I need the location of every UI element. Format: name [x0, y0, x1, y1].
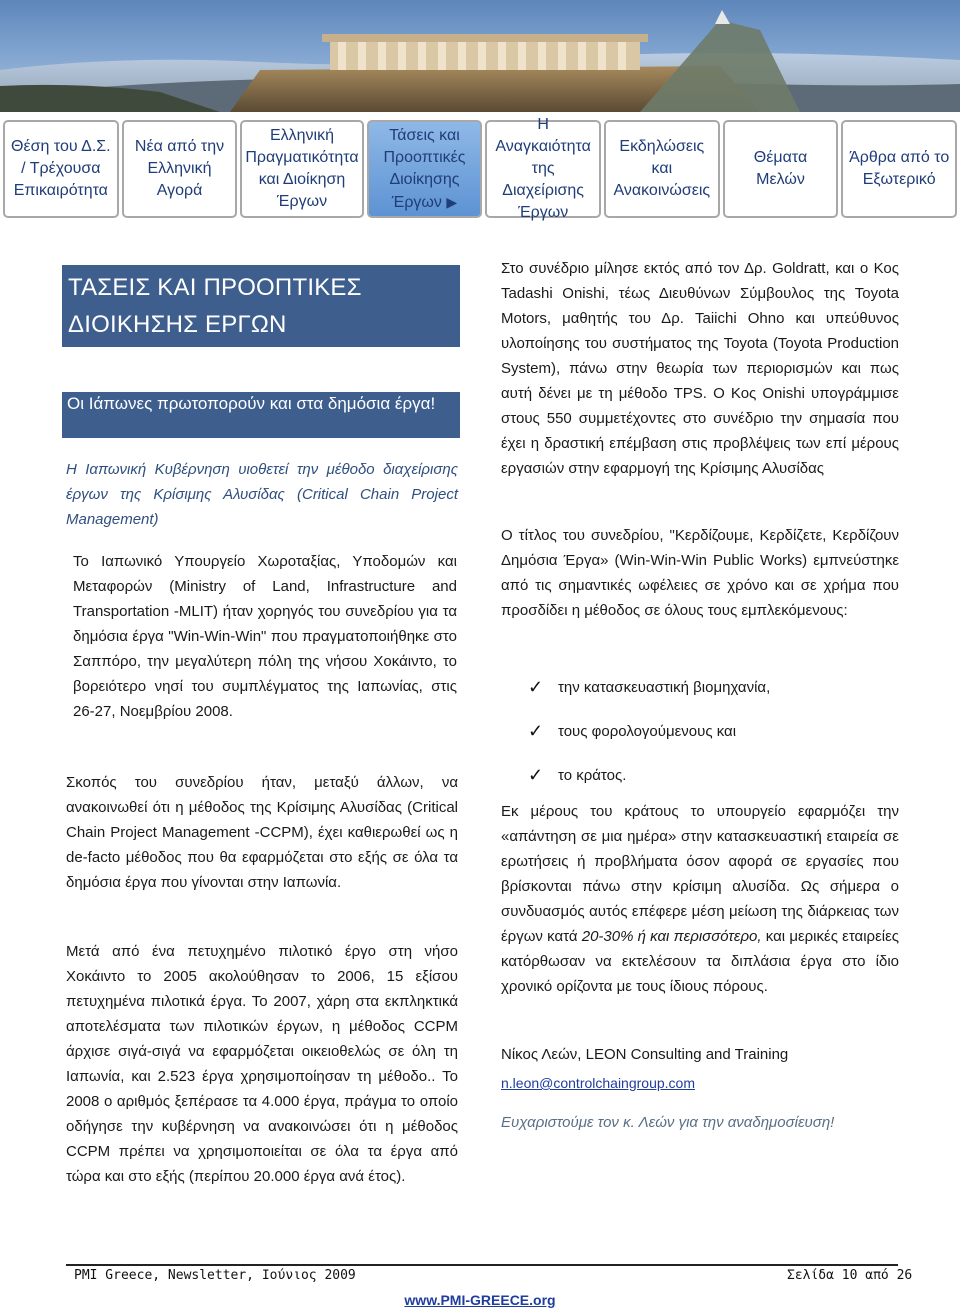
nav-item-necessity[interactable] — [485, 116, 601, 221]
nav-item-articles-abroad[interactable] — [841, 120, 957, 218]
nav-item-label: Εκδηλώσεις και Ανακοινώσεις — [613, 138, 711, 199]
footer-newsletter-label: PMI Greece, Newsletter, Ιούνιος 2009 — [74, 1268, 356, 1283]
article-subtitle-box — [62, 392, 460, 438]
nav-item-greek-reality[interactable] — [240, 120, 363, 218]
list-item-label: την κατασκευαστική βιομηχανία, — [558, 678, 771, 696]
footer-website-link[interactable]: www.PMI-GREECE.org — [404, 1292, 556, 1308]
nav-item-label: Η Αναγκαιότητα της Διαχείρισης Έργων — [495, 116, 591, 221]
checkmark-icon: ✓ — [528, 676, 544, 697]
article-intro: Η Ιαπωνική Κυβέρνηση υιοθετεί την μέθοδο διαχείρισης έργων της Κρίσιμης Αλυσίδας (Critical Chain Project Management) — [66, 461, 458, 528]
article-title-line2: ΔΙΟΙΚΗΣΗΣ ΕΡΓΩΝ — [68, 311, 287, 338]
header-banner-image — [0, 0, 960, 112]
nav-item-member-topics[interactable] — [723, 120, 839, 218]
checkmark-icon: ✓ — [528, 764, 544, 785]
list-item-label: τους φορολογούμενους και — [558, 722, 737, 740]
right-paragraph-1: Στο συνέδριο μίλησε εκτός από τον Δρ. Goldratt, και ο Κος Tadashi Onishi, τέως Διευθύνων Σύμβουλος της Toyota Motors, μαθητής του Δρ. Taiichi Ohno και υπεύθυνος υλοποίησης του συστήματος της Toyota (Toyota Production System), πάνω στην θεωρία των περιορισμών και πως αυτή δένει με τη μέθοδο TPS. Ο Κος Onishi υπογράμμισε στους 550 συμμετέχοντες στο συνέδριο την σημασία που έχει η δραστική επέμβαση στις προβλέψεις των επί μέρους εργασιών στην εφαρμογή της Κρίσιμης Αλυσίδας — [501, 260, 899, 477]
left-paragraph-1: Το Ιαπωνικό Υπουργείο Χωροταξίας, Υποδομών και Μεταφορών (Ministry of Land, Infrastructure and Transportation -MLIT) ήταν χορηγός του συνεδρίου για τα δημόσια έργα "Win-Win-Win" που πραγματοποιήθηκε στο Σαππόρο, την μεγαλύτερη πόλη της νήσου Χοκάιντο, το βορειότερο νησί του συμπλέγματος της Ιαπωνίας, στις 26-27, Νοεμβρίου 2008. — [73, 553, 457, 720]
nav-item-greek-market-news[interactable] — [122, 120, 238, 218]
author-email-link[interactable]: n.leon@controlchaingroup.com — [501, 1075, 695, 1091]
article-subtitle: Οι Ιάπωνες πρωτοπορούν και στα δημόσια έργα! — [67, 394, 436, 413]
triangle-right-icon: ▶ — [446, 193, 458, 210]
nav-item-events[interactable] — [604, 120, 720, 218]
checkmark-icon: ✓ — [528, 720, 544, 741]
footer-page-number: Σελίδα 10 από 26 — [787, 1268, 913, 1283]
list-item — [528, 665, 888, 709]
right-paragraph-2: Ο τίτλος του συνεδρίου, "Κερδίζουμε, Κερδίζετε, Κερδίζουν Δημόσια Έργα» (Win-Win-Win Public Works) εμπνεύστηκε από τις σημαντικές ωφέλειες σε χρόνο και σε χρήμα που προσδίδει η μέθοδος σε όλους τους εμπλεκόμενους: — [501, 527, 899, 619]
list-item — [528, 709, 888, 753]
nav-item-label: Θέματα Μελών — [753, 149, 808, 188]
thanks-note: Ευχαριστούμε τον κ. Λεών για την αναδημοσίευση! — [501, 1114, 835, 1131]
acropolis-illustration — [0, 0, 960, 112]
article-title-line1: ΤΑΣΕΙΣ ΚΑΙ ΠΡΟΟΠΤΙΚΕΣ — [68, 274, 362, 301]
emphasis-text: 20-30% ή και περισσότερο, — [581, 928, 762, 945]
nav-item-label: Άρθρα από το Εξωτερικό — [849, 149, 950, 188]
left-paragraph-3: Μετά από ένα πετυχημένο πιλοτικό έργο στη νήσο Χοκάιντο το 2005 ακολούθησαν το 2006, 15 εξίσου πετυχημένα πιλοτικά έργα. Το 2007, χάρη στα εκπληκτικά αποτελέσματα των πιλοτικών έργων, η μέθοδος CCPM άρχισε σιγά-σιγά να εφαρμόζεται οικειοθελώς σε όλη τη Ιαπωνία, και 2.523 έργα χρησιμοποίησαν τη μέθοδο.. Το 2008 ο αριθμός ξεπέρασε τα 4.000 έργα, πράγμα το οποίο οδήγησε την κυβέρνηση να ανακοινώσει ότι η μέθοδος CCPM πρέπει να χρησιμοποιείται σε όλα τα έργα από τώρα και στο εξής (περίπου 20.000 έργα ανά έτος). — [66, 943, 458, 1185]
left-paragraph-2: Σκοπός του συνεδρίου ήταν, μεταξύ άλλων, να ανακοινωθεί ότι η μέθοδος της Κρίσιμης Αλυσίδας (Critical Chain Project Management -CCPM), έχει καθιερωθεί ως η de-facto μέθοδος που θα εφαρμόζεται στο εξής σε όλα τα δημόσια έργα που γίνονται στην Ιαπωνία. — [66, 774, 458, 891]
nav-item-board-position[interactable] — [3, 120, 119, 218]
footer-divider — [66, 1264, 898, 1266]
paragraph-text: και μερικές εταιρείες κατόρθωσαν να εκτελέσουν τα διπλάσια έργα στο ίδιο χρονικό ορίζοντα με τους ίδιους πόρους. — [501, 928, 900, 995]
author-line: Νίκος Λεών, LEON Consulting and Training — [501, 1046, 789, 1063]
nav-item-label: Θέση του Δ.Σ. / Τρέχουσα Επικαιρότητα — [11, 138, 111, 199]
nav-item-label: Τάσεις και Προοπτικές Διοίκησης Έργων — [383, 126, 466, 211]
nav-item-label: Ελληνική Πραγματικότητα και Διοίκηση Έργων — [245, 127, 359, 210]
main-navigation — [0, 116, 960, 222]
nav-item-label: Νέα από την Ελληνική Αγορά — [134, 138, 225, 199]
paragraph-text: Εκ μέρους του κράτους το υπουργείο εφαρμόζει την «απάντηση σε μια ημέρα» στην κατασκευαστική εταιρεία σε ερωτήσεις ή προβλήματα όσον αφορά σε εργασίες που βρίσκονται πάνω στην κρίσιμη αλυσίδα. Ως σήμερα ο συνδυασμός αυτός επέφερε μέση μείωση της διάρκειας των έργων κατά — [501, 803, 899, 945]
list-item — [528, 753, 888, 797]
right-paragraph-3 — [501, 799, 899, 999]
article-title-box — [62, 265, 460, 347]
benefits-checklist — [528, 665, 888, 797]
list-item-label: το κράτος. — [558, 766, 627, 784]
nav-item-trends-active[interactable] — [367, 120, 483, 218]
